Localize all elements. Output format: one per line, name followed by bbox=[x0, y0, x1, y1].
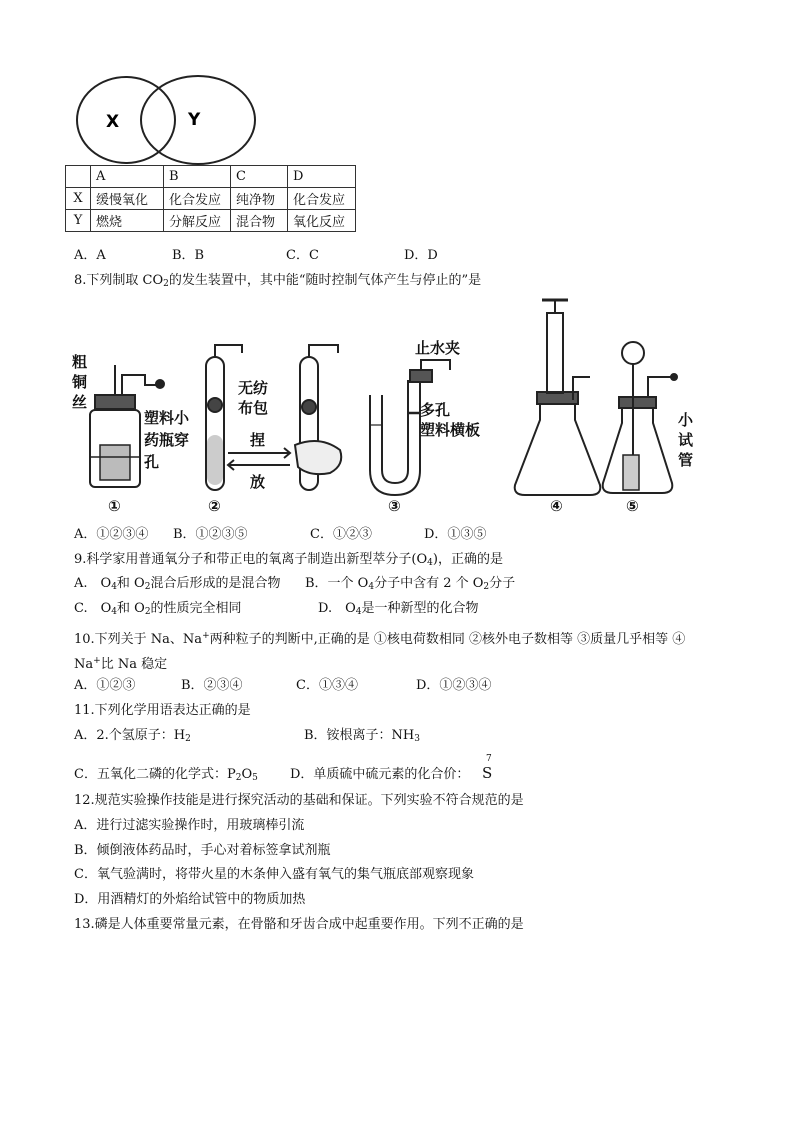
apparatus-1-small-bottle bbox=[100, 445, 130, 480]
apparatus-2b-fabric-bag bbox=[302, 400, 316, 414]
table-cell: 氧化反应 bbox=[288, 210, 356, 232]
text: 的性质完全相同 bbox=[150, 601, 242, 616]
q10-stem bbox=[74, 627, 685, 649]
label-bottle-3: 孔 bbox=[144, 453, 160, 471]
q10-option-d: D．①②③④ bbox=[416, 678, 492, 693]
q10-option-a: A．①②③ bbox=[74, 678, 136, 693]
subscript: 4 bbox=[368, 582, 375, 592]
table-row bbox=[66, 188, 356, 210]
subscript: 4 bbox=[111, 582, 117, 592]
subscript: 4 bbox=[111, 607, 118, 617]
table-cell bbox=[66, 166, 91, 188]
apparatus-5-side-tube bbox=[648, 377, 672, 397]
label-tube-3: 管 bbox=[678, 451, 694, 469]
subscript: 2 bbox=[144, 607, 151, 617]
text: 10.下列关于 Na、Na bbox=[74, 632, 203, 647]
text: 和 O bbox=[117, 601, 145, 616]
label-bag-1: 无纺 bbox=[238, 379, 269, 397]
q10-option-b: B．②③④ bbox=[181, 678, 243, 693]
q9-option-b bbox=[305, 575, 515, 596]
apparatus-4-flask bbox=[515, 400, 601, 495]
venn-label-x: X bbox=[106, 112, 120, 132]
subscript: 4 bbox=[355, 607, 362, 617]
apparatus-number-4: ④ bbox=[550, 497, 563, 515]
table-cell: 纯净物 bbox=[231, 188, 288, 210]
label-copper-3: 丝 bbox=[72, 393, 88, 411]
q12-option-d: D．用酒精灯的外焰给试管中的物质加热 bbox=[74, 892, 306, 907]
label-bottle-1: 塑料小 bbox=[144, 409, 190, 427]
hand-icon bbox=[295, 441, 341, 474]
arrow-pinch bbox=[228, 448, 290, 458]
subscript: 3 bbox=[414, 734, 420, 744]
table-cell: D bbox=[288, 166, 356, 188]
subscript: 2 bbox=[483, 582, 490, 592]
text: 两种粒子的判断中,正确的是 ①核电荷数相同 ②核外电子数相等 ③质量几乎相等 ④ bbox=[209, 632, 686, 647]
text: B．铵根离子：NH bbox=[304, 728, 415, 743]
apparatus-2-delivery-tube bbox=[215, 345, 242, 357]
table-cell: 燃烧 bbox=[91, 210, 164, 232]
q9-stem-text: )，正确的是 bbox=[432, 552, 503, 567]
apparatus-1-stopper bbox=[95, 395, 135, 409]
q7-option-d: D．D bbox=[404, 248, 438, 263]
text: C．五氧化二磷的化学式：P bbox=[74, 767, 236, 782]
q12-option-b: B．倾倒液体药品时，手心对着标签拿试剂瓶 bbox=[74, 843, 331, 858]
apparatus-number-2: ② bbox=[208, 497, 221, 515]
apparatus-1-copper-wire bbox=[115, 365, 158, 395]
apparatus-2-liquid bbox=[207, 435, 223, 485]
text: 和 O bbox=[116, 576, 145, 591]
q8-stem bbox=[74, 272, 481, 293]
label-tube-2: 试 bbox=[678, 431, 694, 449]
q11-option-b bbox=[304, 727, 420, 748]
table-cell: 混合物 bbox=[231, 210, 288, 232]
q8-option-c: C．①②③ bbox=[310, 527, 372, 542]
q11-option-a bbox=[74, 727, 191, 748]
table-cell: 化合发应 bbox=[164, 188, 231, 210]
apparatus-2-fabric-bag bbox=[208, 398, 222, 412]
label-plate-1: 多孔 bbox=[420, 401, 451, 419]
apparatus-5-small-tube bbox=[623, 455, 639, 490]
table-cell: 缓慢氧化 bbox=[91, 188, 164, 210]
apparatus-3-stopper bbox=[410, 370, 432, 382]
q10-stem-line2 bbox=[74, 652, 167, 674]
apparatus-2b-delivery-tube bbox=[309, 345, 338, 357]
q11-stem: 11.下列化学用语表达正确的是 bbox=[74, 703, 251, 718]
q9-stem bbox=[74, 551, 503, 572]
text: A．2.个氢原子：H bbox=[74, 728, 186, 743]
apparatus-3-clamp-tube bbox=[421, 360, 450, 370]
table-cell: C bbox=[231, 166, 288, 188]
table-cell: 化合发应 bbox=[288, 188, 356, 210]
subscript: 5 bbox=[252, 773, 258, 783]
q7-option-c: C．C bbox=[286, 248, 319, 263]
text: 分子 bbox=[489, 576, 516, 591]
text: C. O bbox=[74, 601, 112, 616]
text: O bbox=[241, 767, 253, 782]
options-table bbox=[65, 165, 356, 232]
q7-option-b: B．B bbox=[172, 248, 205, 263]
venn-label-y: Y bbox=[188, 110, 201, 130]
apparatus-1-valve bbox=[156, 380, 164, 388]
q11-option-d: D．单质硫中硫元素的化合价： bbox=[290, 767, 470, 782]
superscript: + bbox=[202, 631, 210, 641]
label-pinch: 捏 bbox=[250, 431, 266, 449]
text: B．一个 O bbox=[305, 576, 369, 591]
q12-option-c: C．氧气验满时，将带火星的木条伸入盛有氧气的集气瓶底部观察现象 bbox=[74, 867, 474, 882]
apparatus-5-stopper bbox=[619, 397, 656, 408]
table-cell: A bbox=[91, 166, 164, 188]
text: A. O bbox=[74, 576, 112, 591]
apparatus-number-5: ⑤ bbox=[626, 497, 639, 515]
q8-option-b: B．①②③⑤ bbox=[173, 527, 248, 542]
superscript: + bbox=[93, 656, 101, 666]
q9-option-d bbox=[318, 600, 479, 621]
arrow-release bbox=[228, 460, 290, 470]
q8-stem-text: 的发生装置中，其中能“随时控制气体产生与停止的”是 bbox=[168, 273, 482, 288]
table-header-row bbox=[66, 166, 356, 188]
subscript: 2 bbox=[163, 279, 169, 289]
text: D. O bbox=[318, 601, 356, 616]
apparatus-5 bbox=[603, 342, 677, 493]
apparatus-3-u-tube bbox=[370, 380, 420, 495]
q9-stem-text: 9.科学家用普通氧分子和带正电的氧离子制造出新型萃分子(O bbox=[74, 552, 428, 567]
q13-stem: 13.磷是人体重要常量元素，在骨骼和牙齿合成中起重要作用。下列不正确的是 bbox=[74, 917, 524, 932]
apparatus-number-3: ③ bbox=[388, 497, 401, 515]
label-bottle-2: 药瓶穿 bbox=[144, 431, 190, 449]
label-copper-2: 铜 bbox=[72, 373, 88, 391]
apparatus-figure bbox=[70, 295, 700, 520]
subscript: 2 bbox=[235, 773, 242, 783]
apparatus-4-syringe bbox=[547, 313, 563, 393]
table-cell: Y bbox=[66, 210, 91, 232]
label-clamp: 止水夹 bbox=[415, 339, 461, 357]
venn-circle-x bbox=[77, 77, 175, 163]
label-plate-2: 塑料横板 bbox=[420, 421, 481, 439]
apparatus-2 bbox=[206, 345, 242, 490]
venn-diagram bbox=[70, 70, 270, 170]
label-tube-1: 小 bbox=[678, 411, 694, 429]
q9-option-c bbox=[74, 600, 242, 621]
label-release: 放 bbox=[250, 473, 266, 491]
q8-option-d: D．①③⑤ bbox=[424, 527, 487, 542]
q11-option-c bbox=[74, 766, 258, 787]
q7-option-a: A．A bbox=[74, 248, 106, 263]
valence-value: 7 bbox=[486, 754, 492, 764]
subscript: 2 bbox=[185, 734, 191, 744]
apparatus-4 bbox=[515, 300, 601, 495]
q9-option-a bbox=[74, 575, 280, 596]
text: 混合后形成的是混合物 bbox=[150, 576, 281, 591]
q10-option-c: C．①③④ bbox=[296, 678, 358, 693]
q12-stem: 12.规范实验操作技能是进行探究活动的基础和保证。下列实验不符合规范的是 bbox=[74, 793, 524, 808]
text: 是一种新型的化合物 bbox=[361, 601, 479, 616]
label-bag-2: 布包 bbox=[238, 399, 269, 417]
table-cell: X bbox=[66, 188, 91, 210]
table-row bbox=[66, 210, 356, 232]
label-copper-1: 粗 bbox=[72, 353, 88, 371]
text: 分子中含有 2 个 O bbox=[374, 576, 484, 591]
apparatus-5-valve bbox=[671, 374, 677, 380]
apparatus-number-1: ① bbox=[108, 497, 121, 515]
subscript: 4 bbox=[427, 558, 433, 568]
text: 比 Na 稳定 bbox=[100, 657, 168, 672]
subscript: 2 bbox=[144, 582, 151, 592]
sulfur-symbol: S bbox=[482, 764, 493, 782]
table-cell: 分解反应 bbox=[164, 210, 231, 232]
text: Na bbox=[74, 657, 94, 672]
apparatus-5-funnel-bulb bbox=[622, 342, 644, 364]
table-cell: B bbox=[164, 166, 231, 188]
q8-option-a: A．①②③④ bbox=[74, 527, 149, 542]
q12-option-a: A．进行过滤实验操作时，用玻璃棒引流 bbox=[74, 818, 305, 833]
q8-stem-text: 8.下列制取 CO bbox=[74, 273, 164, 288]
apparatus-2-squeezed bbox=[295, 345, 341, 490]
